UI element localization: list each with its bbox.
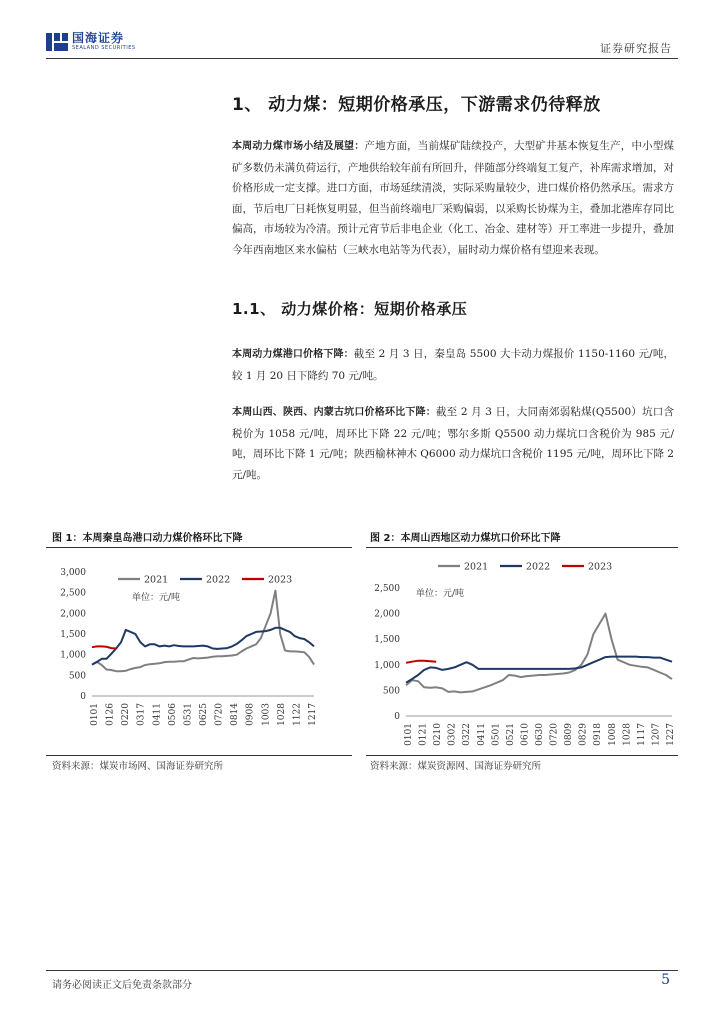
x-tick-label: 0918 bbox=[593, 723, 604, 746]
logo-chinese-name: 国海证券 bbox=[72, 31, 125, 45]
x-tick-label: 0809 bbox=[564, 723, 575, 746]
section-1-heading: 1、 动力煤：短期价格承压，下游需求仍待释放 bbox=[232, 95, 601, 115]
legend-label-2023: 2023 bbox=[268, 574, 293, 586]
y-tick-label: 3,000 bbox=[60, 568, 86, 578]
legend-label-2021: 2021 bbox=[144, 574, 169, 586]
figure-2-chart bbox=[366, 550, 678, 752]
x-tick-label: 0625 bbox=[199, 703, 209, 726]
x-tick-label: 0101 bbox=[404, 723, 414, 746]
section-1-1-heading: 1.1、 动力煤价格：短期价格承压 bbox=[232, 300, 468, 318]
x-tick-label: 0908 bbox=[245, 703, 256, 726]
legend-label-2021: 2021 bbox=[464, 561, 489, 573]
series-line-2023 bbox=[92, 646, 116, 648]
legend-label-2022: 2022 bbox=[526, 561, 551, 573]
series-line-2022 bbox=[406, 657, 672, 683]
y-tick-label: 1,000 bbox=[60, 650, 86, 661]
x-tick-label: 0720 bbox=[214, 703, 225, 726]
figure-1-source: 资料来源：煤炭市场网、国海证券研究所 bbox=[52, 761, 224, 772]
x-tick-label: 0322 bbox=[462, 723, 473, 746]
x-tick-label: 0121 bbox=[418, 723, 429, 746]
y-tick-label: 2,500 bbox=[60, 588, 86, 599]
x-tick-label: 1122 bbox=[292, 703, 303, 726]
figure-1-title: 图 1：本周秦皇岛港口动力煤价格环比下降 bbox=[52, 533, 243, 544]
legend-label-2022: 2022 bbox=[206, 574, 231, 586]
y-tick-label: 0 bbox=[80, 692, 86, 702]
x-tick-label: 1028 bbox=[276, 703, 287, 726]
x-tick-label: 0610 bbox=[520, 723, 531, 746]
x-tick-label: 0126 bbox=[105, 703, 116, 726]
x-tick-label: 1117 bbox=[636, 723, 647, 746]
y-tick-label: 500 bbox=[382, 686, 400, 697]
x-tick-label: 0829 bbox=[578, 723, 589, 746]
x-tick-label: 0302 bbox=[447, 723, 458, 746]
x-tick-label: 1207 bbox=[651, 723, 662, 746]
y-tick-label: 2,000 bbox=[374, 609, 400, 620]
x-tick-label: 0521 bbox=[505, 723, 516, 746]
figure-2-title: 图 2：本周山西地区动力煤坑口价环比下降 bbox=[370, 533, 561, 544]
x-tick-label: 0814 bbox=[230, 703, 241, 726]
x-tick-label: 1028 bbox=[622, 723, 633, 746]
x-tick-label: 1008 bbox=[607, 723, 618, 746]
unit-label: 单位：元/吨 bbox=[416, 589, 465, 599]
x-tick-label: 0630 bbox=[535, 723, 545, 746]
mine-price-label: 本周山西、陕西、内蒙古坑口价格环比下降： bbox=[232, 407, 436, 418]
y-tick-label: 1,500 bbox=[60, 630, 86, 640]
port-price-text: 截至 2 月 3 日，秦皇岛 5500 大卡动力煤报价 1150-1160 元/吨，较 1 月 20 日下降约 70 元/吨。 bbox=[232, 348, 675, 382]
x-tick-label: 0317 bbox=[136, 703, 147, 726]
x-tick-label: 0411 bbox=[476, 723, 487, 746]
x-tick-label: 0411 bbox=[152, 703, 163, 726]
logo-english-name: SEALAND SECURITIES bbox=[72, 45, 136, 51]
logo-mark-icon bbox=[46, 33, 68, 51]
mine-price-paragraph bbox=[232, 402, 674, 485]
header-divider bbox=[46, 58, 678, 59]
footer-divider bbox=[46, 970, 678, 971]
unit-label: 单位：元/吨 bbox=[132, 593, 181, 603]
y-tick-label: 0 bbox=[394, 712, 400, 722]
x-tick-label: 1227 bbox=[666, 723, 676, 746]
y-tick-label: 500 bbox=[68, 671, 86, 682]
summary-text: 产地方面，当前煤矿陆续投产，大型矿井基本恢复生产，中小型煤矿多数仍未满负荷运行，产地供给较年前有所回升，伴随部分终端复工复产，补库需求增加，对价格形成一定支撑。进口方面，市场延续清淡，实际采购量较少，进口煤价格仍然承压。需求方面，节后电厂日耗恢复明显，但当前终端电厂采购偏弱，以采购长协煤为主，叠加北港库存同比偏高，市场较为冷清。预计元宵节后非电企业（化工、冶金、建材等）开工率进一步提升，叠加今年西南地区来水偏枯（三峡水电站等为代表），届时动力煤价格有望迎来表现。 bbox=[232, 140, 675, 256]
x-tick-label: 1003 bbox=[261, 703, 272, 726]
figure-1-bottom-rule bbox=[46, 755, 352, 756]
x-tick-label: 0210 bbox=[433, 723, 444, 746]
series-line-2023 bbox=[406, 661, 436, 663]
figure-1-chart bbox=[46, 550, 352, 752]
figure-1-top-rule bbox=[46, 547, 352, 548]
figure-2-top-rule bbox=[366, 547, 678, 548]
page-number: 5 bbox=[661, 972, 670, 988]
port-price-label: 本周动力煤港口价格下降： bbox=[232, 349, 354, 360]
weekly-summary-paragraph bbox=[232, 136, 674, 261]
series-line-2021 bbox=[406, 614, 672, 693]
y-tick-label: 1,000 bbox=[374, 660, 400, 671]
footer-disclaimer: 请务必阅读正文后免责条款部分 bbox=[52, 980, 192, 991]
figure-2-source: 资料来源：煤炭资源网、国海证券研究所 bbox=[370, 761, 542, 772]
x-tick-label: 1217 bbox=[308, 703, 318, 726]
mine-price-text: 截至 2 月 3 日，大同南郊弱粘煤(Q5500）坑口含税价为 1058 元/吨，周环比下降 22 元/吨；鄂尔多斯 Q5500 动力煤坑口含税价为 985 元/吨，周环比下降 1 元/吨；陕西榆林神木 Q6000 动力煤坑口含税价 1195 元/吨，周环比下降 2 元/吨。 bbox=[232, 406, 675, 481]
x-tick-label: 0501 bbox=[491, 723, 502, 746]
summary-label: 本周动力煤市场小结及展望： bbox=[232, 141, 365, 152]
figure-2-bottom-rule bbox=[366, 755, 678, 756]
x-tick-label: 0531 bbox=[183, 703, 194, 726]
x-tick-label: 0101 bbox=[90, 703, 100, 726]
y-tick-label: 2,500 bbox=[374, 584, 400, 594]
y-tick-label: 1,500 bbox=[374, 635, 400, 646]
y-tick-label: 2,000 bbox=[60, 609, 86, 620]
report-type-label: 证券研究报告 bbox=[600, 42, 672, 55]
company-logo bbox=[46, 32, 136, 51]
port-price-paragraph bbox=[232, 344, 674, 386]
x-tick-label: 0506 bbox=[167, 703, 178, 726]
x-tick-label: 0220 bbox=[121, 703, 132, 726]
legend-label-2023: 2023 bbox=[588, 561, 613, 573]
x-tick-label: 0720 bbox=[549, 723, 560, 746]
